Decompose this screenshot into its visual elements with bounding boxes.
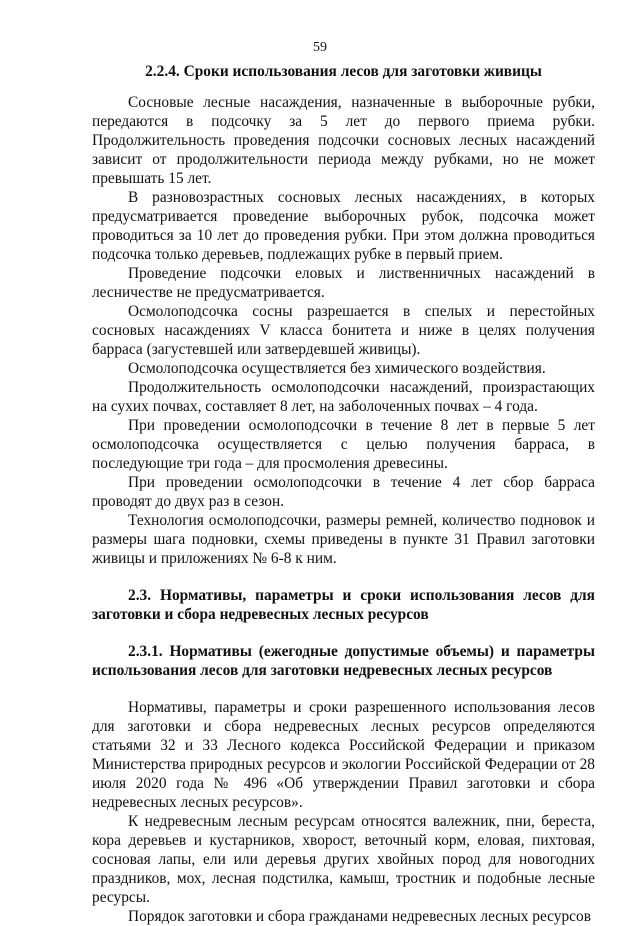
- heading-2-2-4: 2.2.4. Сроки использования лесов для заготовки живицы: [145, 63, 542, 80]
- paragraph: При проведении осмолоподсочки в течение 4 лет сбор барраса проводят до двух раз в сезон.: [92, 474, 595, 510]
- paragraph: К недревесным лесным ресурсам относятся валежник, пни, береста, кора деревьев и кустарников, хворост, веточный корм, еловая, пихтовая, сосновая лапы, ели или деревья других хвойных пород для новогодних праздников, мох, лесная подстилка, камыш, тростник и подобные лесные ресурсы.: [92, 813, 595, 906]
- paragraph: Осмолоподсочка осуществляется без химического воздействия.: [128, 360, 546, 377]
- paragraph: Осмолоподсочка сосны разрешается в спелых и перестойных сосновых насаждениях V класса бонитета и ниже в целях получения барраса (загустевшей или затвердевшей живицы).: [92, 303, 595, 358]
- paragraph: Технология осмолоподсочки, размеры ремней, количество подновок и размеры шага подновки, схемы приведены в пункте 31 Правил заготовки живицы и приложениях № 6-8 к ним.: [92, 512, 595, 567]
- heading-2-3-1: 2.3.1. Нормативы (ежегодные допустимые объемы) и параметры использования лесов для заготовки недревесных лесных ресурсов: [92, 643, 595, 679]
- paragraph: Сосновые лесные насаждения, назначенные в выборочные рубки, передаются в подсочку за 5 лет до первого приема рубки. Продолжительность проведения подсочки сосновых лесных насаждений зависит от продолжительности периода между рубками, но не может превышать 15 лет.: [92, 94, 595, 187]
- paragraph: Нормативы, параметры и сроки разрешенного использования лесов для заготовки и сбора недревесных лесных ресурсов определяются статьями 32 и 33 Лесного кодекса Российской Федерации и приказом Министерства природных ресурсов и экологии Российской Федерации от 28 июля 2020 года № 496 «Об утверждении Правил заготовки и сбора недревесных лесных ресурсов».: [92, 699, 595, 811]
- heading-2-3: 2.3. Нормативы, параметры и сроки использования лесов для заготовки и сбора недревесных лесных ресурсов: [92, 587, 595, 623]
- paragraph: Порядок заготовки и сбора гражданами недревесных лесных ресурсов: [128, 908, 591, 925]
- paragraph: Продолжительность осмолоподсочки насаждений, произрастающих на сухих почвах, составляет 8 лет, на заболоченных почвах – 4 года.: [92, 379, 595, 415]
- page-number: 59: [313, 40, 327, 55]
- paragraph: При проведении осмолоподсочки в течение 8 лет в первые 5 лет осмолоподсочка осуществляется с целью получения барраса, в последующие три года – для просмоления древесины.: [92, 417, 595, 472]
- page-content: [92, 62, 595, 926]
- paragraph: В разновозрастных сосновых лесных насаждениях, в которых предусматривается проведение выборочных рубок, подсочка может проводиться за 10 лет до проведения рубки. При этом должна проводиться подсочка только деревьев, подлежащих рубке в первый прием.: [92, 189, 595, 263]
- paragraph: Проведение подсочки еловых и лиственничных насаждений в лесничестве не предусматривается.: [92, 265, 595, 301]
